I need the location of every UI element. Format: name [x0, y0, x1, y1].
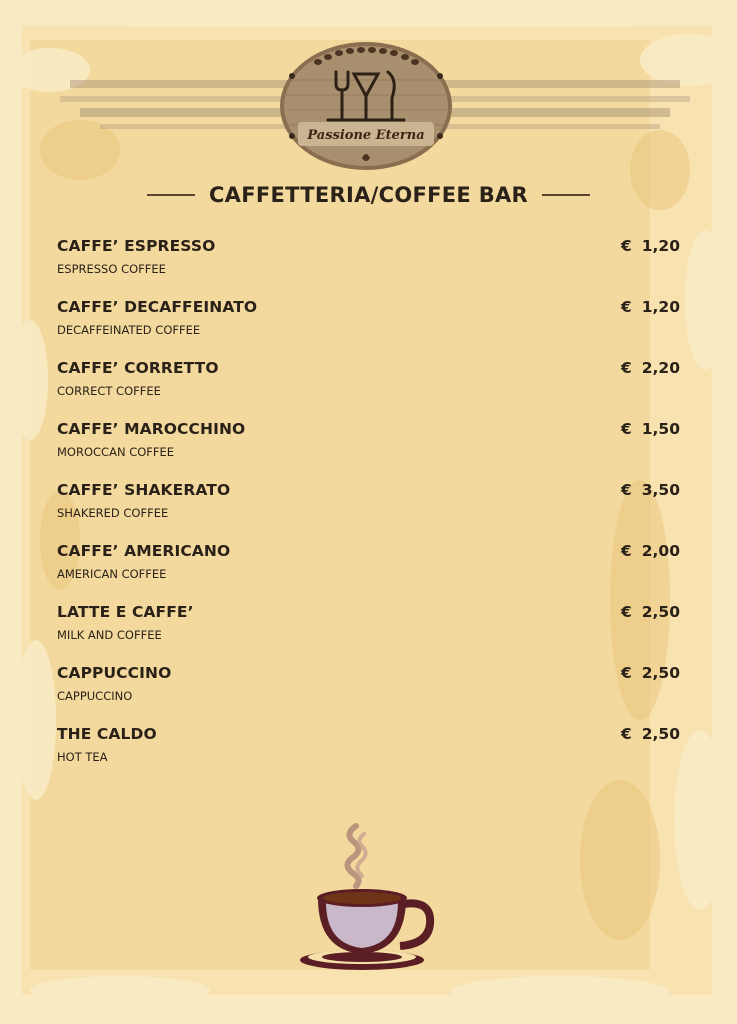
currency-symbol: €	[620, 664, 632, 682]
item-subtitle: MILK AND COFFEE	[57, 628, 162, 642]
item-price	[621, 359, 680, 377]
item-subtitle: CORRECT COFFEE	[57, 384, 161, 398]
price-value: 2,50	[641, 603, 680, 621]
menu-item	[57, 664, 682, 725]
item-name: CAFFE’ MAROCCHINO	[57, 420, 246, 438]
item-price	[621, 481, 680, 499]
item-subtitle: DECAFFEINATED COFFEE	[57, 323, 201, 337]
item-price	[621, 603, 680, 621]
item-subtitle: MOROCCAN COFFEE	[57, 445, 175, 459]
item-price	[621, 725, 680, 743]
price-value: 2,50	[641, 725, 680, 743]
item-price	[621, 298, 680, 316]
price-value: 2,20	[641, 359, 680, 377]
item-name: THE CALDO	[57, 725, 157, 743]
currency-symbol: €	[620, 725, 632, 743]
currency-symbol: €	[620, 237, 632, 255]
currency-symbol: €	[620, 359, 632, 377]
svg-text:Passione Eterna: Passione Eterna	[307, 128, 425, 143]
item-name: CAFFE’ ESPRESSO	[57, 237, 216, 255]
item-name: CAFFE’ AMERICANO	[57, 542, 231, 560]
currency-symbol: €	[620, 603, 632, 621]
menu-item	[57, 542, 682, 603]
menu-item	[57, 420, 682, 481]
item-name: CAPPUCCINO	[57, 664, 172, 682]
menu-list	[57, 237, 682, 786]
currency-symbol: €	[620, 481, 632, 499]
item-price	[621, 420, 680, 438]
currency-symbol: €	[620, 420, 632, 438]
title-divider-right	[542, 194, 590, 196]
item-name: CAFFE’ SHAKERATO	[57, 481, 231, 499]
item-name: CAFFE’ CORRETTO	[57, 359, 219, 377]
currency-symbol: €	[620, 298, 632, 316]
item-subtitle: AMERICAN COFFEE	[57, 567, 167, 581]
price-value: 1,50	[641, 420, 680, 438]
price-value: 3,50	[641, 481, 680, 499]
menu-item	[57, 298, 682, 359]
title-divider-left	[147, 194, 195, 196]
item-subtitle: HOT TEA	[57, 750, 108, 764]
price-value: 1,20	[641, 237, 680, 255]
item-price	[621, 542, 680, 560]
section-header	[0, 178, 737, 212]
menu-item	[57, 359, 682, 420]
price-value: 2,00	[641, 542, 680, 560]
item-subtitle: SHAKERED COFFEE	[57, 506, 169, 520]
item-subtitle: ESPRESSO COFFEE	[57, 262, 166, 276]
item-name: CAFFE’ DECAFFEINATO	[57, 298, 258, 316]
item-subtitle: CAPPUCCINO	[57, 689, 133, 703]
item-price	[621, 664, 680, 682]
item-price	[621, 237, 680, 255]
item-name: LATTE E CAFFE’	[57, 603, 194, 621]
restaurant-logo	[278, 40, 454, 180]
section-title: CAFFETTERIA/COFFEE BAR	[208, 183, 529, 207]
price-value: 2,50	[641, 664, 680, 682]
coffee-cup-icon	[298, 820, 438, 980]
price-value: 1,20	[641, 298, 680, 316]
menu-item	[57, 725, 682, 786]
currency-symbol: €	[620, 542, 632, 560]
menu-item	[57, 603, 682, 664]
menu-item	[57, 481, 682, 542]
menu-item	[57, 237, 682, 298]
